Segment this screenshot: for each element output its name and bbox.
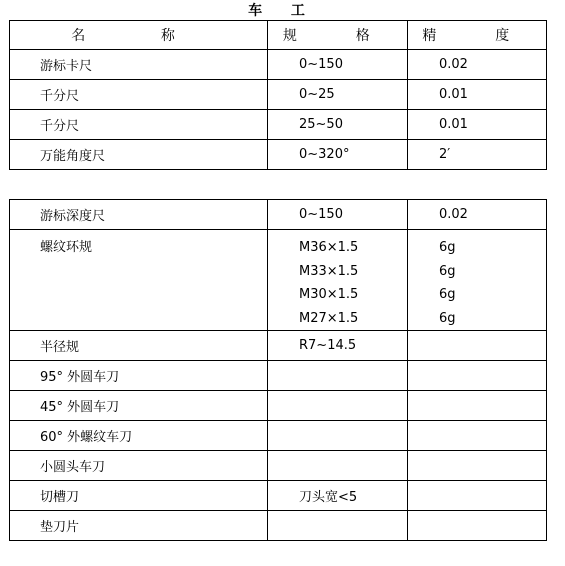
cell-name: 游标卡尺 bbox=[10, 50, 268, 80]
table-row bbox=[10, 451, 547, 481]
table-row bbox=[10, 50, 547, 80]
table-row bbox=[10, 140, 547, 170]
cell-precision bbox=[408, 511, 547, 541]
cell-name: 千分尺 bbox=[10, 110, 268, 140]
cell-spec: 0~25 bbox=[268, 80, 408, 110]
table-row bbox=[10, 200, 547, 230]
cell-name: 切槽刀 bbox=[10, 481, 268, 511]
cell-name: 半径规 bbox=[10, 331, 268, 361]
precision-line: 6g bbox=[439, 310, 456, 326]
table-row bbox=[10, 391, 547, 421]
cell-precision bbox=[408, 361, 547, 391]
precision-line: 6g bbox=[439, 287, 456, 302]
cell-precision: 0.01 bbox=[408, 110, 547, 140]
table-row bbox=[10, 361, 547, 391]
cell-precision bbox=[408, 230, 547, 331]
tools-table-top bbox=[9, 20, 547, 170]
cell-name: 螺纹环规 bbox=[10, 230, 268, 331]
cell-name: 垫刀片 bbox=[10, 511, 268, 541]
cell-spec bbox=[268, 230, 408, 331]
spec-line: M27×1.5 bbox=[299, 310, 359, 326]
table-row bbox=[10, 331, 547, 361]
cell-spec: 0~150 bbox=[268, 200, 408, 230]
cell-name: 95° 外圆车刀 bbox=[10, 361, 268, 391]
table-row bbox=[10, 230, 547, 331]
cell-spec: 25~50 bbox=[268, 110, 408, 140]
cell-precision: 2′ bbox=[408, 140, 547, 170]
cell-name: 千分尺 bbox=[10, 80, 268, 110]
header-spec: 规 格 bbox=[268, 21, 408, 50]
cell-precision: 0.01 bbox=[408, 80, 547, 110]
spec-line: M30×1.5 bbox=[299, 287, 359, 302]
header-precision: 精 度 bbox=[408, 21, 547, 50]
cell-name: 万能角度尺 bbox=[10, 140, 268, 170]
cell-spec: R7~14.5 bbox=[268, 331, 408, 361]
cell-name: 45° 外圆车刀 bbox=[10, 391, 268, 421]
header-name: 名 称 bbox=[10, 21, 268, 50]
cell-name: 游标深度尺 bbox=[10, 200, 268, 230]
cell-spec bbox=[268, 421, 408, 451]
spec-line: M36×1.5 bbox=[299, 240, 359, 255]
cell-precision: 0.02 bbox=[408, 200, 547, 230]
cell-precision bbox=[408, 421, 547, 451]
cell-spec bbox=[268, 361, 408, 391]
cell-spec bbox=[268, 451, 408, 481]
cell-precision bbox=[408, 391, 547, 421]
table-row bbox=[10, 481, 547, 511]
cell-spec bbox=[268, 391, 408, 421]
cell-precision bbox=[408, 481, 547, 511]
cell-precision: 0.02 bbox=[408, 50, 547, 80]
cell-spec: 刀头宽<5 bbox=[268, 481, 408, 511]
table-header-row bbox=[10, 21, 547, 50]
table-row bbox=[10, 421, 547, 451]
page-title: 车 工 bbox=[248, 3, 317, 19]
cell-name: 小圆头车刀 bbox=[10, 451, 268, 481]
precision-line: 6g bbox=[439, 263, 456, 279]
cell-spec: 0~150 bbox=[268, 50, 408, 80]
cell-spec: 0~320° bbox=[268, 140, 408, 170]
spec-line: M33×1.5 bbox=[299, 263, 359, 279]
cell-spec bbox=[268, 511, 408, 541]
cell-precision bbox=[408, 331, 547, 361]
cell-name: 60° 外螺纹车刀 bbox=[10, 421, 268, 451]
table-row bbox=[10, 80, 547, 110]
tools-table-bottom bbox=[9, 199, 547, 541]
table-row bbox=[10, 511, 547, 541]
precision-line: 6g bbox=[439, 240, 456, 255]
table-row bbox=[10, 110, 547, 140]
cell-precision bbox=[408, 451, 547, 481]
